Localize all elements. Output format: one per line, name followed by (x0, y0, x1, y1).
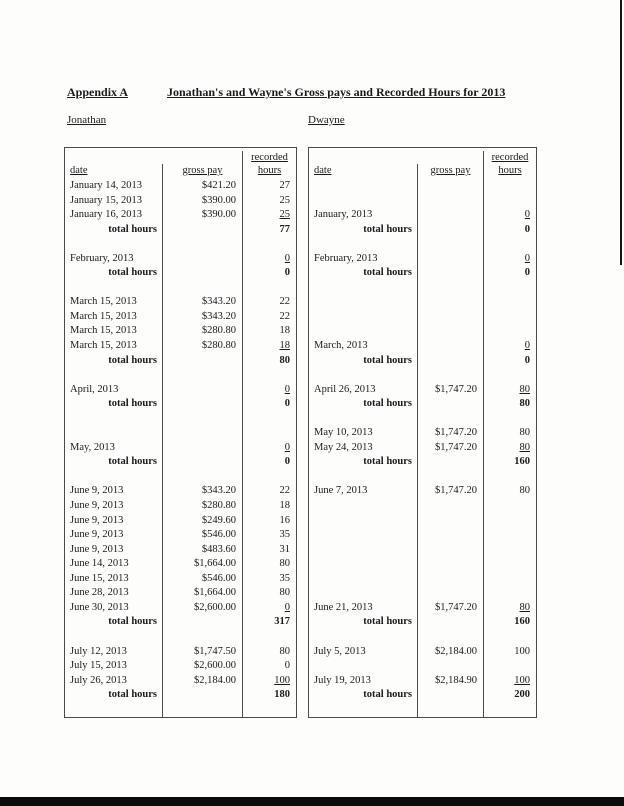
gross-pay-cell: $2,184.00 (162, 674, 242, 689)
total-hours-label: total hours (363, 223, 412, 235)
blank-cell (65, 630, 162, 645)
hours-cell: 18 (242, 499, 296, 514)
date-cell: July 12, 2013 (70, 645, 127, 657)
blank-cell (417, 295, 483, 310)
blank-cell (417, 557, 483, 572)
page-title: Jonathan's and Wayne's Gross pays and Recorded Hours for 2013 (167, 85, 506, 99)
table-filler-cell (162, 703, 242, 717)
section-label-jonathan: Jonathan (67, 114, 107, 126)
hours-cell: 160 (483, 615, 536, 630)
blank-cell (242, 368, 296, 383)
date-cell: March, 2013 (314, 340, 368, 352)
column-header-date: date (314, 165, 332, 176)
blank-cell (242, 237, 296, 252)
jonathan-table (64, 147, 297, 718)
blank-cell (309, 470, 417, 485)
blank-cell (483, 586, 536, 601)
date-cell: June 30, 2013 (70, 601, 129, 613)
blank-cell (417, 630, 483, 645)
total-hours-label: total hours (108, 616, 157, 628)
hours-cell: 0 (483, 252, 536, 267)
total-hours-label: total hours (363, 689, 412, 701)
hours-cell: 0 (483, 339, 536, 354)
gross-pay-cell: $1,664.00 (162, 586, 242, 601)
date-cell: June 9, 2013 (70, 500, 124, 512)
total-hours-label: total hours (108, 223, 157, 235)
date-cell: June 7, 2013 (314, 485, 368, 497)
date-cell: May, 2013 (70, 441, 115, 453)
blank-cell (162, 237, 242, 252)
date-cell: May 10, 2013 (314, 427, 373, 439)
table-filler-cell (309, 703, 417, 717)
date-cell: January 15, 2013 (70, 194, 143, 206)
appendix-label: Appendix A (67, 85, 129, 99)
blank-cell (162, 354, 242, 369)
hours-cell: 80 (242, 557, 296, 572)
hours-cell: 0 (483, 354, 536, 369)
date-cell: January 16, 2013 (70, 209, 143, 221)
blank-cell (309, 237, 417, 252)
total-hours-label: total hours (363, 267, 412, 279)
blank-cell (417, 194, 483, 209)
blank-cell (309, 659, 417, 674)
date-cell: January 14, 2013 (70, 180, 143, 191)
hours-cell: 0 (242, 383, 296, 398)
gross-pay-cell: $2,600.00 (162, 601, 242, 616)
table-filler-cell (483, 703, 536, 717)
blank-cell (483, 470, 536, 485)
blank-cell (417, 615, 483, 630)
blank-cell (65, 426, 162, 441)
gross-pay-cell: $390.00 (162, 194, 242, 209)
blank-cell (483, 659, 536, 674)
blank-cell (162, 368, 242, 383)
blank-cell (417, 266, 483, 281)
date-cell: May 24, 2013 (314, 441, 373, 453)
hours-cell: 80 (483, 383, 536, 398)
hours-cell: 100 (483, 674, 536, 689)
total-hours-label: total hours (108, 689, 157, 701)
blank-cell (162, 615, 242, 630)
blank-cell (417, 252, 483, 267)
blank-cell (483, 237, 536, 252)
hours-cell: 31 (242, 543, 296, 558)
hours-cell: 22 (242, 295, 296, 310)
table-filler-cell (417, 703, 483, 717)
blank-cell (309, 499, 417, 514)
scan-artifact-edge-line (620, 0, 622, 265)
hours-cell: 317 (242, 615, 296, 630)
blank-cell (417, 572, 483, 587)
blank-cell (417, 339, 483, 354)
hours-cell: 0 (483, 223, 536, 238)
blank-cell (483, 179, 536, 194)
blank-cell (417, 324, 483, 339)
total-hours-label: total hours (363, 456, 412, 468)
blank-cell (309, 179, 417, 194)
blank-cell (65, 470, 162, 485)
blank-cell (483, 194, 536, 209)
blank-cell (483, 281, 536, 296)
gross-pay-cell: $390.00 (162, 208, 242, 223)
hours-cell: 0 (242, 266, 296, 281)
blank-cell (162, 688, 242, 703)
hours-cell: 80 (483, 601, 536, 616)
blank-cell (65, 237, 162, 252)
blank-cell (242, 426, 296, 441)
blank-cell (417, 223, 483, 238)
blank-cell (309, 281, 417, 296)
blank-cell (309, 543, 417, 558)
date-cell: February, 2013 (314, 252, 378, 264)
gross-pay-cell: $546.00 (162, 528, 242, 543)
hours-cell: 80 (483, 484, 536, 499)
blank-cell (483, 630, 536, 645)
hours-cell: 80 (483, 397, 536, 412)
date-cell: June 9, 2013 (70, 543, 124, 555)
blank-cell (483, 295, 536, 310)
blank-cell (162, 397, 242, 412)
blank-cell (309, 310, 417, 325)
blank-cell (309, 295, 417, 310)
gross-pay-cell: $249.60 (162, 514, 242, 529)
blank-cell (417, 310, 483, 325)
hours-cell: 18 (242, 339, 296, 354)
blank-cell (483, 543, 536, 558)
blank-cell (417, 586, 483, 601)
hours-cell: 0 (242, 441, 296, 456)
blank-cell (242, 470, 296, 485)
hours-cell: 22 (242, 310, 296, 325)
blank-cell (417, 368, 483, 383)
total-hours-label: total hours (108, 398, 157, 410)
blank-cell (65, 412, 162, 427)
gross-pay-cell: $546.00 (162, 572, 242, 587)
column-header-date: date (70, 165, 88, 176)
gross-pay-cell: $343.20 (162, 484, 242, 499)
hours-cell: 35 (242, 572, 296, 587)
gross-pay-cell: $2,600.00 (162, 659, 242, 674)
hours-cell: 16 (242, 514, 296, 529)
date-cell: June 9, 2013 (70, 529, 124, 541)
total-hours-label: total hours (363, 354, 412, 366)
hours-cell: 100 (242, 674, 296, 689)
blank-cell (162, 412, 242, 427)
column-header-recorded-line1: recorded (251, 152, 288, 163)
hours-cell: 0 (242, 397, 296, 412)
date-cell: April 26, 2013 (314, 383, 376, 395)
gross-pay-cell: $1,747.50 (162, 645, 242, 660)
blank-cell (483, 310, 536, 325)
blank-cell (417, 412, 483, 427)
blank-cell (417, 208, 483, 223)
blank-cell (162, 266, 242, 281)
hours-cell: 180 (242, 688, 296, 703)
blank-cell (417, 528, 483, 543)
blank-cell (162, 281, 242, 296)
hours-cell: 35 (242, 528, 296, 543)
blank-cell (162, 426, 242, 441)
date-cell: June 14, 2013 (70, 558, 129, 570)
date-cell: June 9, 2013 (70, 485, 124, 497)
gross-pay-cell: $483.60 (162, 543, 242, 558)
blank-cell (417, 499, 483, 514)
total-hours-label: total hours (108, 267, 157, 279)
blank-cell (417, 455, 483, 470)
date-cell: June 21, 2013 (314, 601, 373, 613)
blank-cell (309, 528, 417, 543)
blank-cell (162, 455, 242, 470)
blank-cell (417, 237, 483, 252)
gross-pay-cell: $421.20 (162, 179, 242, 194)
total-hours-label: total hours (363, 616, 412, 628)
column-header-recorded-line2: hours (257, 165, 282, 176)
blank-cell (309, 514, 417, 529)
blank-cell (483, 412, 536, 427)
total-hours-label: total hours (363, 398, 412, 410)
date-cell: July 26, 2013 (70, 674, 127, 686)
hours-cell: 160 (483, 455, 536, 470)
dwayne-table (308, 147, 537, 718)
date-cell: March 15, 2013 (70, 340, 137, 352)
gross-pay-cell: $1,747.20 (417, 383, 483, 398)
blank-cell (417, 514, 483, 529)
section-label-dwayne: Dwayne (308, 114, 345, 126)
blank-cell (242, 630, 296, 645)
date-cell: March 15, 2013 (70, 310, 137, 322)
blank-cell (162, 441, 242, 456)
hours-cell: 27 (242, 179, 296, 194)
blank-cell (162, 223, 242, 238)
blank-cell (483, 514, 536, 529)
date-cell: March 15, 2013 (70, 325, 137, 337)
blank-cell (483, 499, 536, 514)
column-header-gross-pay: gross pay (162, 164, 242, 179)
date-cell: July 19, 2013 (314, 674, 371, 686)
date-cell: June 28, 2013 (70, 587, 129, 599)
gross-pay-cell: $1,747.20 (417, 484, 483, 499)
blank-cell (483, 368, 536, 383)
gross-pay-cell: $1,747.20 (417, 426, 483, 441)
hours-cell: 25 (242, 208, 296, 223)
blank-cell (162, 630, 242, 645)
gross-pay-cell: $280.80 (162, 499, 242, 514)
blank-cell (417, 470, 483, 485)
gross-pay-cell: $2,184.00 (417, 645, 483, 660)
column-header-recorded-line1: recorded (491, 152, 529, 163)
blank-cell (417, 397, 483, 412)
hours-cell: 25 (242, 194, 296, 209)
blank-cell (483, 572, 536, 587)
gross-pay-cell: $1,664.00 (162, 557, 242, 572)
blank-cell (242, 412, 296, 427)
hours-cell: 0 (242, 601, 296, 616)
blank-cell (483, 324, 536, 339)
blank-cell (417, 179, 483, 194)
blank-cell (309, 194, 417, 209)
column-header-gross-pay: gross pay (417, 164, 483, 179)
hours-cell: 80 (483, 441, 536, 456)
hours-cell: 0 (242, 455, 296, 470)
hours-cell: 80 (242, 354, 296, 369)
date-cell: June 9, 2013 (70, 514, 124, 526)
hours-cell: 200 (483, 688, 536, 703)
hours-cell: 80 (242, 645, 296, 660)
blank-cell (309, 368, 417, 383)
blank-cell (417, 688, 483, 703)
blank-cell (417, 543, 483, 558)
gross-pay-cell: $2,184.90 (417, 674, 483, 689)
scan-artifact-bottom-band (0, 797, 624, 806)
blank-cell (309, 630, 417, 645)
blank-cell (162, 470, 242, 485)
column-header-recorded-line2: hours (498, 165, 522, 176)
gross-pay-cell: $1,747.20 (417, 441, 483, 456)
blank-cell (65, 281, 162, 296)
blank-cell (417, 659, 483, 674)
gross-pay-cell: $1,747.20 (417, 601, 483, 616)
blank-cell (417, 281, 483, 296)
hours-cell: 100 (483, 645, 536, 660)
date-cell: June 15, 2013 (70, 572, 129, 584)
total-hours-label: total hours (108, 456, 157, 468)
blank-cell (417, 354, 483, 369)
blank-cell (162, 252, 242, 267)
date-cell: February, 2013 (70, 252, 134, 264)
blank-cell (309, 586, 417, 601)
blank-cell (483, 528, 536, 543)
blank-cell (242, 281, 296, 296)
hours-cell: 0 (242, 252, 296, 267)
blank-cell (309, 572, 417, 587)
hours-cell: 80 (242, 586, 296, 601)
gross-pay-cell: $343.20 (162, 310, 242, 325)
hours-cell: 0 (483, 208, 536, 223)
blank-cell (309, 412, 417, 427)
blank-cell (483, 557, 536, 572)
table-filler-cell (65, 703, 162, 717)
gross-pay-cell: $280.80 (162, 324, 242, 339)
date-cell: July 15, 2013 (70, 660, 127, 672)
column-header-recorded-hours (242, 151, 296, 179)
gross-pay-cell: $280.80 (162, 339, 242, 354)
hours-cell: 77 (242, 223, 296, 238)
hours-cell: 80 (483, 426, 536, 441)
hours-cell: 0 (483, 266, 536, 281)
table-filler-cell (242, 703, 296, 717)
hours-cell: 0 (242, 659, 296, 674)
total-hours-label: total hours (108, 354, 157, 366)
blank-cell (65, 368, 162, 383)
hours-cell: 22 (242, 484, 296, 499)
date-cell: April, 2013 (70, 383, 119, 395)
blank-cell (162, 383, 242, 398)
hours-cell: 18 (242, 324, 296, 339)
column-header-recorded-hours (483, 151, 536, 179)
blank-cell (309, 324, 417, 339)
gross-pay-cell: $343.20 (162, 295, 242, 310)
date-cell: January, 2013 (314, 209, 373, 221)
date-cell: July 5, 2013 (314, 645, 366, 657)
date-cell: March 15, 2013 (70, 296, 137, 308)
blank-cell (309, 557, 417, 572)
